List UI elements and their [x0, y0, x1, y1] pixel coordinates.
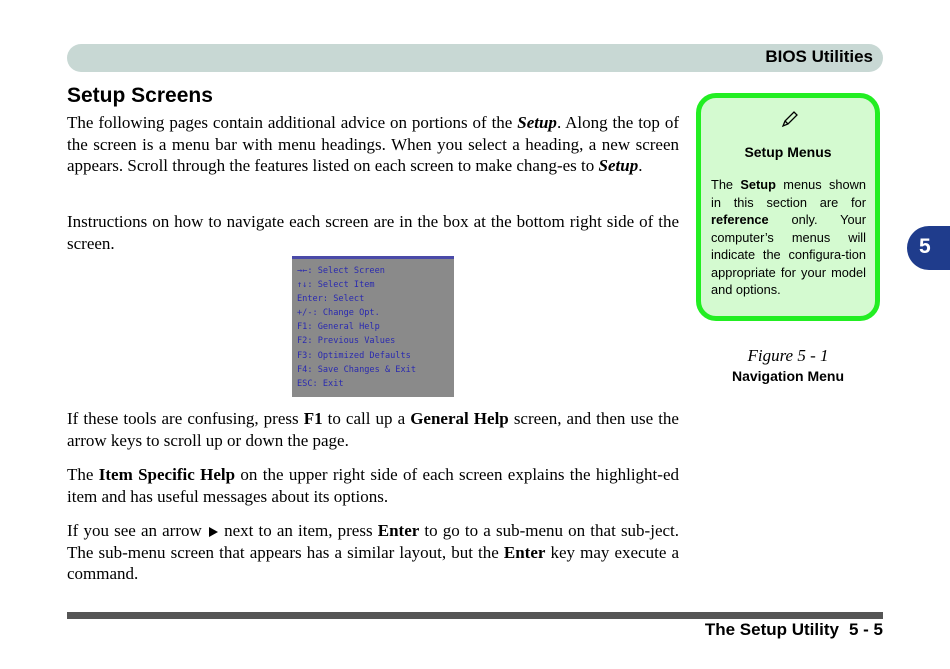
note-box [696, 93, 880, 321]
nav-line: +/-: Change Opt. [297, 308, 380, 319]
navigation-menu-image [292, 256, 454, 397]
section-title: Setup Screens [67, 84, 213, 107]
chapter-tab [907, 226, 950, 270]
note-body: The Setup menus shown in this section are for reference only. Your computer’s menus will indicate the configura-tion appropriate for your model and options. [711, 177, 867, 297]
footer-title: The Setup Utility [704, 620, 839, 639]
nav-line: F2: Previous Values [297, 336, 396, 347]
footer [705, 620, 883, 640]
nav-line: F3: Optimized Defaults [297, 350, 411, 361]
nav-line: Enter: Select [297, 294, 365, 305]
running-header-title: BIOS Utilities [765, 47, 873, 66]
nav-line: ↑↓: Select Item [297, 280, 375, 291]
submenu-arrow-icon [207, 526, 219, 538]
chapter-number: 5 [919, 235, 931, 258]
note-title: Setup Menus [744, 144, 832, 160]
nav-line: ESC: Exit [297, 378, 344, 389]
paragraph-intro: The following pages contain additional advice on portions of the Setup. Along the top of the screen is a menu bar with menu headings. When you select a heading, a new screen appears. Scroll through the features listed on each screen to make chang-es to Setup. [67, 113, 679, 175]
nav-line: F1: General Help [297, 322, 380, 333]
footer-rule [67, 612, 883, 619]
pencil-icon [779, 110, 799, 130]
paragraph-submenu: If you see an arrow next to an item, press Enter to go to a sub-menu on that sub-ject. The sub-menu screen that appears has a similar layout, but the Enter key may execute a command. [67, 521, 680, 583]
nav-line: →←: Select Screen [297, 266, 385, 276]
figure-title: Navigation Menu [731, 368, 844, 384]
paragraph-item-help: The Item Specific Help on the upper right side of each screen explains the highlight-ed item and has useful messages about its options. [67, 465, 679, 506]
header-bar [67, 44, 883, 72]
paragraph-instructions: Instructions on how to navigate each screen are in the box at the bottom right side of the screen. [67, 212, 679, 253]
page-number: 5 - 5 [848, 620, 883, 639]
figure-caption: Figure 5 - 1 [747, 346, 829, 365]
paragraph-general-help: If these tools are confusing, press F1 to call up a General Help screen, and then use the arrow keys to scroll up or down the page. [67, 409, 679, 450]
nav-line: F4: Save Changes & Exit [297, 364, 416, 375]
